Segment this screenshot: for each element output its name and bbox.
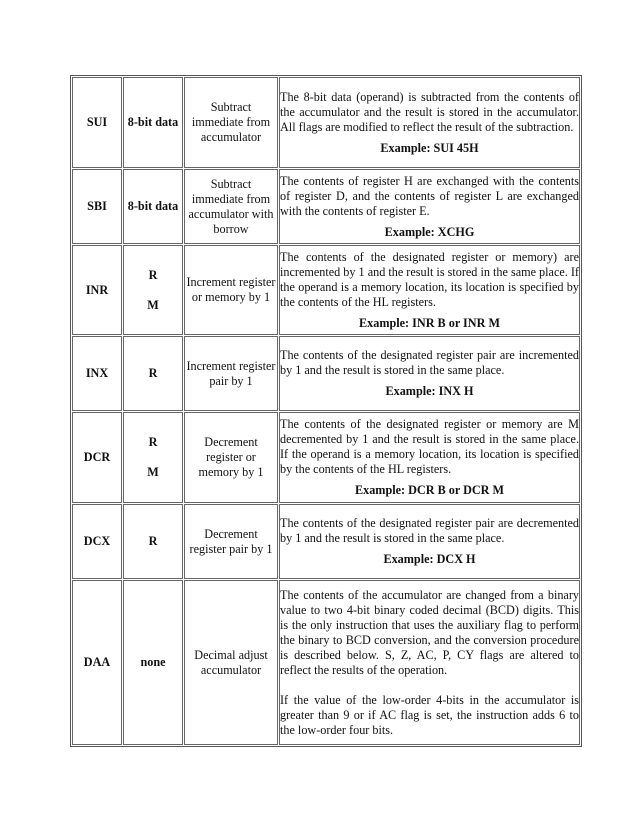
operand-value: R xyxy=(148,267,158,282)
example-text: Example: INX H xyxy=(385,384,474,398)
operand-value: R xyxy=(148,366,158,380)
mnemonic-cell: INR xyxy=(72,245,122,335)
operand-cell xyxy=(123,580,183,745)
description-cell xyxy=(279,245,580,335)
description-cell xyxy=(279,169,580,244)
example-text: Example: XCHG xyxy=(384,224,475,239)
example-text: Example: INR B or INR M xyxy=(359,315,500,330)
operand-cell xyxy=(123,77,183,168)
example-text: Example: SUI 45H xyxy=(380,140,479,155)
description-text: If the value of the low-order 4-bits in the accumulator is greater than 9 or if AC flag is set, the instruction adds 6 to the low-order four bits. xyxy=(280,692,579,737)
table-row xyxy=(72,412,580,503)
operand-value: R xyxy=(148,435,158,449)
description-text: The contents of register H are exchanged with the contents of register D, and the contents of register L are exchanged with the contents of register E. xyxy=(280,173,579,218)
operand-value: M xyxy=(147,297,159,312)
function-cell: Subtract immediate from accumulator with borrow xyxy=(184,169,278,244)
function-cell: Decrement register pair by 1 xyxy=(184,504,278,579)
table-row xyxy=(72,504,580,579)
operand-value: 8-bit data xyxy=(127,115,179,129)
function-cell: Increment register or memory by 1 xyxy=(184,245,278,335)
mnemonic-cell: INX xyxy=(72,336,122,411)
description-text: The contents of the accumulator are changed from a binary value to two 4-bit binary coded decimal (BCD) digits. This is the only instruction that uses the auxiliary flag to perform the binary to BCD conversion, and the conversion procedure is described below. S, Z, AC, P, CY flags are altered to reflect the results of the operation. xyxy=(280,587,579,677)
mnemonic-cell: DAA xyxy=(72,580,122,745)
description-cell xyxy=(279,77,580,168)
mnemonic-cell: DCX xyxy=(72,504,122,579)
operand-value: M xyxy=(147,465,159,479)
table-row xyxy=(72,245,580,335)
description-text: The contents of the designated register or memory are M decremented by 1 and the result is stored in the same place. If the operand is a memory location, its location is specified by the contents of the HL registers. xyxy=(280,417,579,476)
table-row xyxy=(72,580,580,745)
operand-value: R xyxy=(148,534,158,548)
operand-cell xyxy=(123,245,183,335)
operand-cell xyxy=(123,169,183,244)
operand-cell xyxy=(123,412,183,503)
mnemonic-cell: DCR xyxy=(72,412,122,503)
operand-value: none xyxy=(140,655,166,669)
example-text: Example: DCR B or DCR M xyxy=(354,483,505,497)
mnemonic-cell: SUI xyxy=(72,77,122,168)
function-cell: Increment register pair by 1 xyxy=(184,336,278,411)
function-cell: Decimal adjust accumulator xyxy=(184,580,278,745)
description-text: The 8-bit data (operand) is subtracted from the contents of the accumulator and the result is stored in the accumulator. All flags are modified to reflect the result of the subtraction. xyxy=(280,89,579,134)
description-text: The contents of the designated register pair are decremented by 1 and the result is stored in the same place. xyxy=(280,516,579,545)
operand-cell xyxy=(123,336,183,411)
operand-cell xyxy=(123,504,183,579)
instruction-table xyxy=(70,75,582,747)
description-cell xyxy=(279,336,580,411)
instruction-table-body xyxy=(72,77,580,745)
table-row xyxy=(72,77,580,168)
description-cell xyxy=(279,580,580,745)
function-cell: Subtract immediate from accumulator xyxy=(184,77,278,168)
operand-value: 8-bit data xyxy=(127,199,179,213)
table-row xyxy=(72,336,580,411)
mnemonic-cell: SBI xyxy=(72,169,122,244)
example-text: Example: DCX H xyxy=(383,552,476,566)
function-cell: Decrement register or memory by 1 xyxy=(184,412,278,503)
description-cell xyxy=(279,412,580,503)
table-row xyxy=(72,169,580,244)
description-text: The contents of the designated register pair are incremented by 1 and the result is stored in the same place. xyxy=(280,348,579,377)
description-text: The contents of the designated register or memory) are incremented by 1 and the result is stored in the same place. If the operand is a memory location, its location is specified by the contents of the HL registers. xyxy=(280,249,579,309)
description-cell xyxy=(279,504,580,579)
